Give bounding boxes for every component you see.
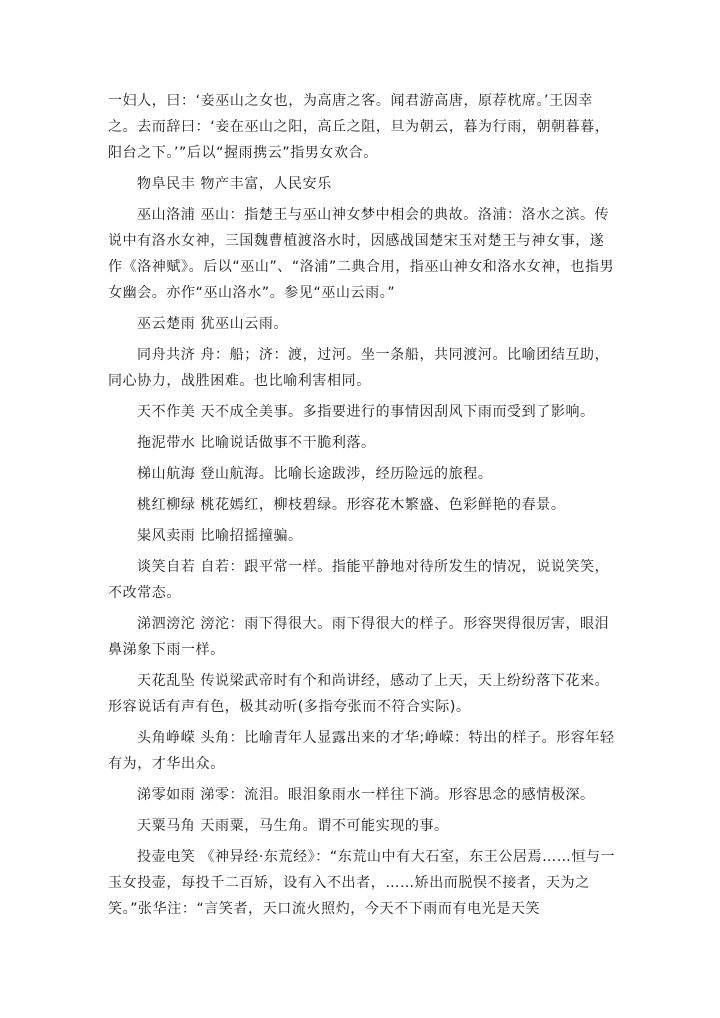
- entry-tuo-ni-dai-shui: 拖泥带水 比喻说话做事不干脆利落。: [137, 435, 376, 451]
- entry-tan-xiao-zi-ruo: 谈笑自若 自若：跟平常一样。指能平静地对待所发生的情况，说说笑笑，不改常态。: [108, 559, 610, 601]
- entry-tou-hu-dian-xiao: 投壶电笑 《神异经·东荒经》：“东荒山中有大石室，东王公居焉……恒与一玉女投壶，每投千二百矫，设有入不出者，……矫出而脱悮不接者，天为之笑。”张华注：“言笑者，天口流火照灼，今天不下雨而有电光是天笑: [108, 849, 616, 917]
- entry-ti-shan-hang-hai: 梯山航海 登山航海。比喻长途跋涉，经历险远的旅程。: [137, 466, 493, 482]
- entry-ti-si-pang-tuo: 涕泗滂沱 滂沱：雨下得很大。雨下得很大的样子。形容哭得很厉害，眼泪鼻涕象下雨一样。: [108, 616, 610, 658]
- body-text: [108, 88, 616, 927]
- paragraph-continuation: 一妇人，曰：‘妾巫山之女也，为高唐之客。闻君游高唐，原荐枕席。’王因幸之。去而辞曰：‘妾在巫山之阳，高丘之阻，旦为朝云，暮为行雨，朝朝暮暮，阳台之下。’”后以“握雨携云”指男女欢合。: [108, 93, 610, 161]
- entry-wu-shan-luo-pu: 巫山洛浦 巫山：指楚王与巫山神女梦中相会的典故。洛浦：洛水之滨。传说中有洛水女神，三国魏曹植渡洛水时，因感战国楚宋玉对楚王与神女事，遂作《洛神赋》。后以“巫山”、“洛浦”二典合用，指巫山神女和洛水女神，也指男女幽会。亦作“巫山洛水”。参见“巫山云雨。”: [108, 207, 615, 301]
- entry-tong-zhou-gong-ji: 同舟共济 舟：船；济：渡，过河。坐一条船，共同渡河。比喻团结互助，同心协力，战胜困难。也比喻利害相同。: [108, 347, 610, 389]
- entry-tian-hua-luan-zhui: 天花乱坠 传说梁武帝时有个和尚讲经，感动了上天，天上纷纷落下花来。形容说话有声有色，极其动听(多指夸张而不符合实际)。: [108, 673, 610, 715]
- entry-tao-hong-liu-lv: 桃红柳绿 桃花嫣红，柳枝碧绿。形容花木繁盛、色彩鲜艳的春景。: [137, 497, 566, 513]
- entry-wu-fu-min-feng: 物阜民丰 物产丰富，人民安乐: [137, 176, 332, 192]
- entry-wu-yun-chu-yu: 巫云楚雨 犹巫山云雨。: [137, 316, 289, 332]
- entry-ti-ling-ru-yu: 涕零如雨 涕零：流泪。眼泪象雨水一样往下淌。形容思念的感情极深。: [137, 787, 595, 803]
- entry-tiao-feng-mai-yu: 粜风卖雨 比喻招摇撞骗。: [137, 528, 303, 544]
- entry-tian-su-ma-jiao: 天粟马角 天雨粟，马生角。谓不可能实现的事。: [137, 818, 449, 834]
- entry-tian-bu-zuo-mei: 天不作美 天不成全美事。多指要进行的事情因刮风下雨而受到了影响。: [137, 404, 595, 420]
- entry-tou-jiao-zheng-rong: 头角峥嵘 头角：比喻青年人显露出来的才华;峥嵘：特出的样子。形容年轻有为，才华出众。: [108, 730, 615, 772]
